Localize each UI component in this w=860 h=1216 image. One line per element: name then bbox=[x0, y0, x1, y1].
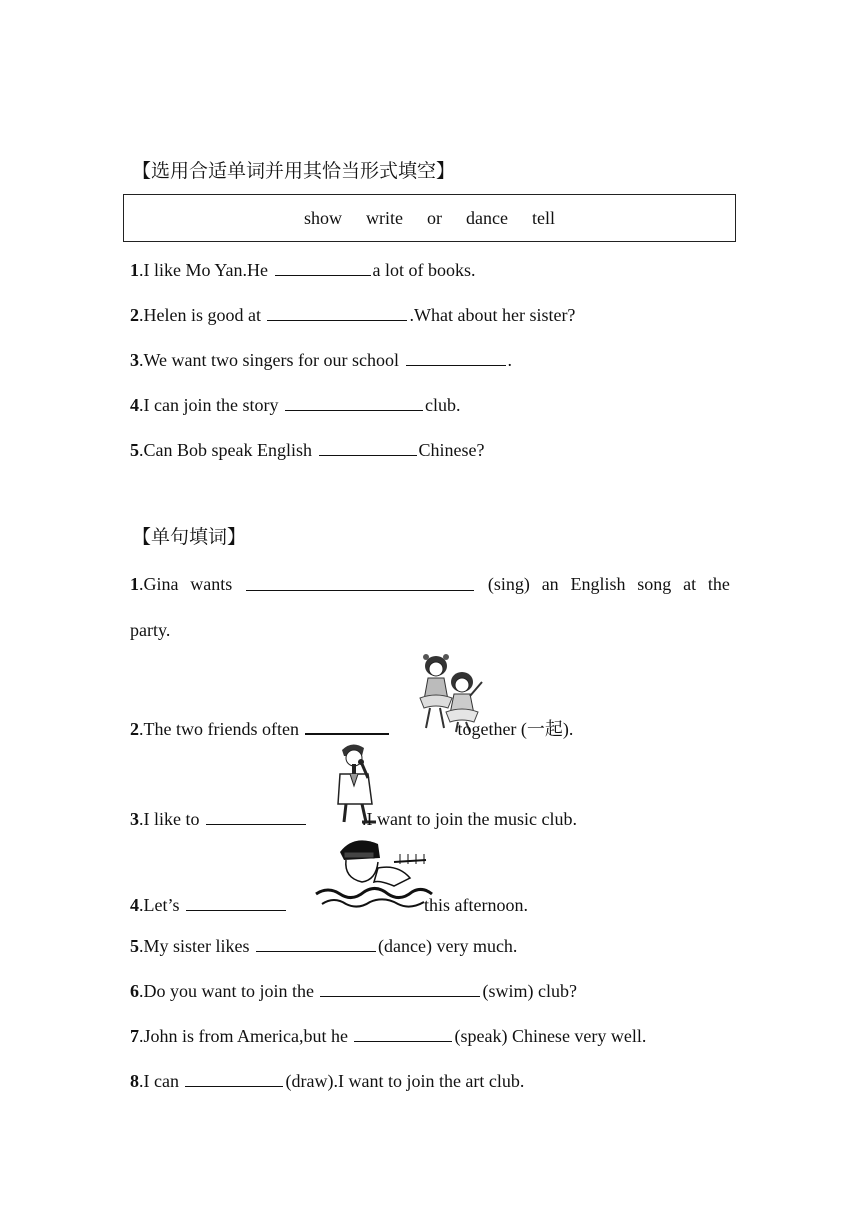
question-number: 2 bbox=[130, 719, 139, 739]
question-word: English bbox=[570, 574, 626, 594]
question-word: song bbox=[637, 574, 672, 594]
question-2-3 bbox=[130, 806, 577, 831]
question-text: .What about her sister? bbox=[409, 305, 576, 325]
question-text: .John is from America,but he bbox=[139, 1026, 353, 1046]
question-2-1 bbox=[130, 572, 730, 596]
word-bank-item: show bbox=[304, 207, 343, 228]
answer-blank[interactable] bbox=[320, 978, 480, 997]
question-text: a lot of books. bbox=[372, 260, 476, 280]
question-text: (speak) Chinese very well. bbox=[454, 1026, 647, 1046]
question-number: 6 bbox=[130, 981, 139, 1001]
answer-blank[interactable] bbox=[305, 715, 389, 735]
question-text: .Helen is good at bbox=[139, 305, 266, 325]
question-number: 5 bbox=[130, 936, 139, 956]
question-word: wants bbox=[190, 574, 233, 594]
question-text: .I like to bbox=[139, 809, 204, 829]
question-text: .Do you want to join the bbox=[139, 981, 319, 1001]
section-heading-single-sentence: 【单句填词】 bbox=[132, 527, 247, 548]
word-bank-item: or bbox=[427, 207, 443, 228]
question-1-2 bbox=[130, 302, 575, 327]
word-bank-item: write bbox=[366, 207, 404, 228]
question-word: an bbox=[541, 574, 559, 594]
question-text: (dance) very much. bbox=[378, 936, 518, 956]
question-2-6 bbox=[130, 978, 577, 1003]
question-2-4 bbox=[130, 892, 528, 917]
question-text: .I want to join the music club. bbox=[362, 809, 577, 829]
question-text: .I can join the story bbox=[139, 395, 283, 415]
answer-blank[interactable] bbox=[275, 257, 371, 276]
question-2-7 bbox=[130, 1023, 646, 1048]
answer-blank[interactable] bbox=[319, 437, 417, 456]
question-number: 1 bbox=[130, 260, 139, 280]
question-text: . bbox=[507, 350, 512, 370]
question-2-1-continuation: party. bbox=[130, 620, 171, 640]
question-number: 1 bbox=[130, 574, 139, 594]
question-number: 7 bbox=[130, 1026, 139, 1046]
question-text: together (一起). bbox=[457, 719, 574, 739]
question-1-5 bbox=[130, 437, 484, 462]
word-bank-box bbox=[123, 194, 736, 242]
question-number: 4 bbox=[130, 895, 139, 915]
answer-blank[interactable] bbox=[186, 892, 286, 911]
question-text: (draw).I want to join the art club. bbox=[285, 1071, 525, 1091]
answer-blank[interactable] bbox=[246, 572, 474, 591]
question-text: club. bbox=[424, 395, 461, 415]
answer-blank[interactable] bbox=[206, 806, 306, 825]
question-text: .We want two singers for our school bbox=[139, 350, 404, 370]
answer-blank[interactable] bbox=[185, 1068, 283, 1087]
section-heading-fill-in: 【选用合适单词并用其恰当形式填空】 bbox=[132, 161, 456, 182]
question-word: (sing) bbox=[487, 574, 530, 594]
answer-blank[interactable] bbox=[285, 392, 423, 411]
question-number: 5 bbox=[130, 440, 139, 460]
question-text: .My sister likes bbox=[139, 936, 254, 956]
question-text: .Let’s bbox=[139, 895, 184, 915]
question-number: 8 bbox=[130, 1071, 139, 1091]
answer-blank[interactable] bbox=[267, 302, 407, 321]
answer-blank[interactable] bbox=[256, 933, 376, 952]
question-1-4 bbox=[130, 392, 460, 417]
question-text: .I like Mo Yan.He bbox=[139, 260, 273, 280]
question-2-8 bbox=[130, 1068, 524, 1093]
question-text: .I can bbox=[139, 1071, 184, 1091]
question-text: (swim) club? bbox=[482, 981, 577, 1001]
question-number: 2 bbox=[130, 305, 139, 325]
word-bank-item: tell bbox=[531, 207, 555, 228]
question-word: .Gina bbox=[139, 574, 179, 594]
question-number: 3 bbox=[130, 809, 139, 829]
question-1-3 bbox=[130, 347, 512, 372]
answer-blank[interactable] bbox=[406, 347, 506, 366]
word-bank-item: dance bbox=[466, 207, 508, 228]
question-1-1 bbox=[130, 257, 476, 282]
question-word: the bbox=[707, 574, 730, 594]
answer-blank[interactable] bbox=[354, 1023, 452, 1042]
question-number: 3 bbox=[130, 350, 139, 370]
question-text: .Can Bob speak English bbox=[139, 440, 317, 460]
question-text: .The two friends often bbox=[139, 719, 304, 739]
question-2-2 bbox=[130, 715, 573, 741]
question-2-5 bbox=[130, 933, 517, 958]
question-word: at bbox=[683, 574, 697, 594]
question-text: this afternoon. bbox=[424, 895, 528, 915]
question-number: 4 bbox=[130, 395, 139, 415]
question-text: Chinese? bbox=[418, 440, 485, 460]
